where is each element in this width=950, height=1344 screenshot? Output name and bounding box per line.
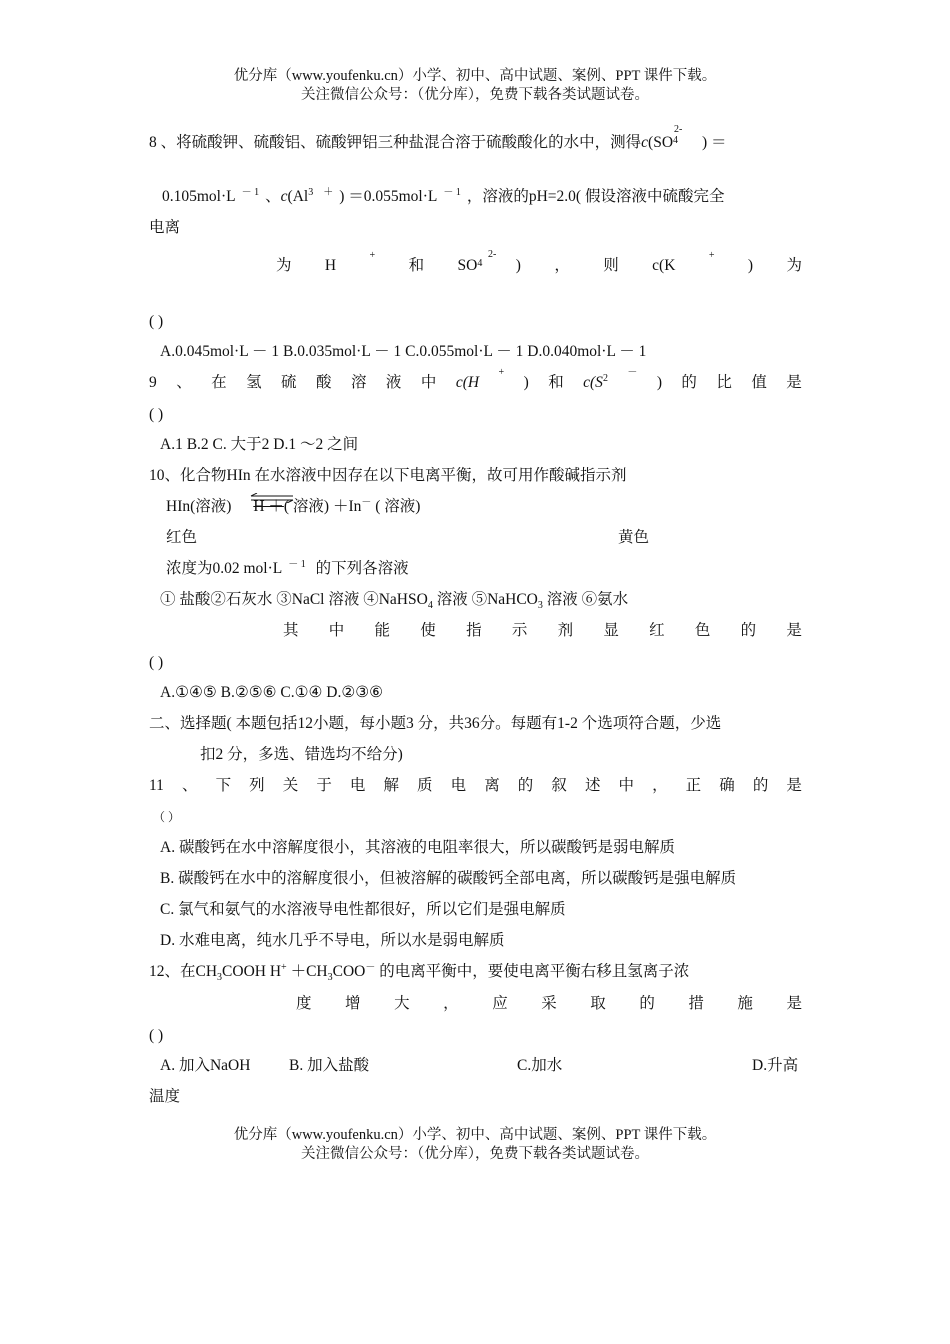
section2-heading: 二、选择题( 本题包括12小题，每小题3 分，共36分。每题有1-2 个选项符合题，少选 [149,715,722,732]
q8-stem-line1: 8 、将硫酸钾、硫酸铝、硫酸钾铝三种盐混合溶于硫酸酸化的水中，测得c(SO 2- $^4$ ) ＝ [149,124,727,151]
q11-option-d: D. 水难电离，纯水几乎不导电，所以水是弱电解质 [160,932,505,949]
q10-answer-paren: ( ) [149,654,164,671]
q12-stem-line2: 度 增 大 ， 应 采 取 的 措 施 是 [296,995,802,1012]
q10-stem: 10、化合物HIn 在水溶液中因存在以下电离平衡，故可用作酸碱指示剂 [149,467,627,484]
q8-stem-line3: 电离 [149,219,181,236]
q11-option-c: C. 氯气和氨气的水溶液导电性都很好，所以它们是强电解质 [160,901,566,918]
q12-option-d: D.升高 [752,1057,799,1074]
q10-options: A.①④⑤ B.②⑤⑥ C.①④ D.②③⑥ [160,684,384,701]
q10-solutions: ① 盐酸②石灰水 ③NaCl 溶液 ④NaHSO$_4$ 溶液 ⑤NaHCO$_3$ 溶液 ⑥氨水 [160,591,629,612]
q10-red-label: 红色 [166,529,198,546]
q11-option-b: B. 碳酸钙在水中的溶解度很小，但被溶解的碳酸钙全部电离，所以碳酸钙是强电解质 [160,870,737,887]
q12-stem: 12、在$CH_3COOH$ $H^+ +CH_3COO^-$ 的电离平衡中，要使电离平衡右移且氢离子浓 [149,961,690,984]
q9-stem: 9 、 在 氢 硫 酸 溶 液 中 c(H + ) 和 $c(S^2$ － ) 的 比 值 是 [149,367,802,391]
q10-question: 其 中 能 使 指 示 剂 显 红 色 的 是 [283,622,802,639]
q10-yellow-label: 黄色 [618,529,650,546]
q11-stem: 11 、 下 列 关 于 电 解 质 电 离 的 叙 述 中 ， 正 确 的 是 [149,777,802,794]
q8-answer-paren: ( ) [149,313,164,330]
q10-equilibrium: HIn(溶液) H ＋ ( 溶液) ＋In－ ( 溶液) [166,497,420,517]
equilibrium-arrow-icon: H ＋ [253,497,284,517]
q12-answer-paren: ( ) [149,1027,164,1044]
q9-options: A.1 B.2 C. 大于2 D.1 ～2 之间 [160,436,359,453]
header-line-2: 关注微信公众号：（优分库），免费下载各类试题试卷。 [301,87,649,103]
q8-stem-line4: 为 H + 和 SO 2- $^4$ ) ， 则 c(K + ) 为 [276,249,802,274]
q12-option-a: A. 加入NaOH [160,1057,251,1074]
q12-option-c: C.加水 [517,1057,563,1074]
section2-note: 扣2 分，多选、错选均不给分) [200,746,403,763]
q10-concentration: 浓度为0.02 mol·L $^{- 1}$ 的下列各溶液 [166,558,409,577]
q12-option-b: B. 加入盐酸 [289,1057,370,1074]
footer-line-1: 优分库（www.youfenku.cn）小学、初中、高中试题、案例、PPT 课件下载。 [233,1127,717,1143]
header-line-1: 优分库（www.youfenku.cn）小学、初中、高中试题、案例、PPT 课件下载。 [233,68,717,84]
q9-answer-paren: ( ) [149,406,164,423]
q8-options: A.0.045mol·L － 1 B.0.035mol·L － 1 C.0.055mol·L － 1 D.0.040mol·L － 1 [160,343,647,360]
q11-answer-paren: （ ） [153,810,181,824]
q11-option-a: A. 碳酸钙在水中溶解度很小，其溶液的电阻率很大，所以碳酸钙是弱电解质 [160,839,675,856]
q8-stem-line2: 0.105mol·L $^{- 1}$ 、c(Al$^3$ ＋ ) ＝0.055mol·L $^{- 1}$ ，溶液的pH=2.0( 假设溶液中硫酸完全 [162,186,725,205]
q12-option-d-tail: 温度 [149,1088,181,1105]
footer-line-2: 关注微信公众号：（优分库），免费下载各类试题试卷。 [301,1146,649,1162]
